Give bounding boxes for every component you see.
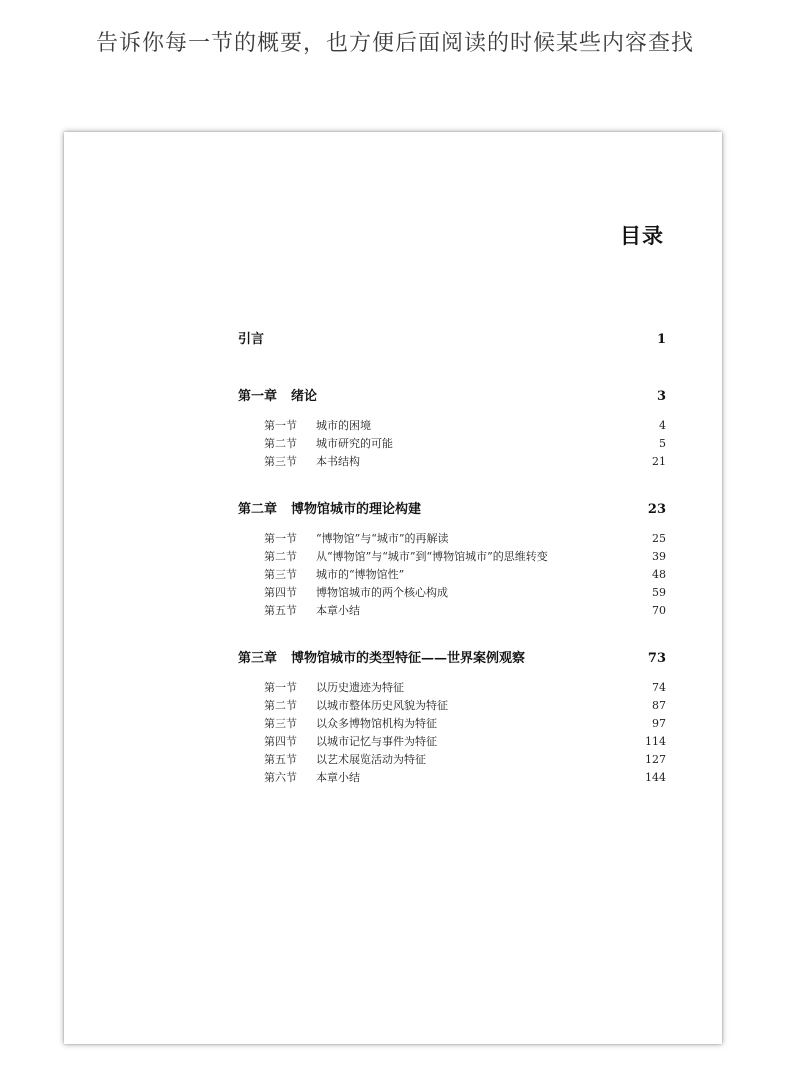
section-page: 5 — [659, 437, 666, 450]
section-title: 以众多博物馆机构为特征 — [316, 717, 437, 730]
section-title: 本章小结 — [316, 771, 360, 784]
section-number: 第一节 — [264, 532, 297, 545]
section-page: 48 — [652, 568, 666, 581]
chapter-2 — [238, 498, 666, 620]
section-page: 97 — [652, 717, 666, 730]
section-number: 第二节 — [264, 550, 297, 563]
chapter-1 — [238, 385, 666, 471]
section-page: 59 — [652, 586, 666, 599]
section-number: 第四节 — [264, 735, 297, 748]
section-page: 87 — [652, 699, 666, 712]
section-number: 第四节 — [264, 586, 297, 599]
section-page: 144 — [645, 771, 666, 784]
section-row — [238, 769, 666, 787]
chapter-number: 第二章 — [238, 502, 278, 517]
section-title: 以历史遗迹为特征 — [316, 681, 404, 694]
section-row — [238, 679, 666, 697]
chapter-number: 第一章 — [238, 389, 278, 404]
section-number: 第三节 — [264, 568, 297, 581]
section-number: 第六节 — [264, 771, 297, 784]
chapter-title: 博物馆城市的类型特征——世界案例观察 — [291, 651, 526, 666]
section-row — [238, 715, 666, 733]
section-title: 城市的困境 — [316, 419, 371, 432]
section-number: 第一节 — [264, 681, 297, 694]
chapter-title: 博物馆城市的理论构建 — [291, 502, 422, 517]
section-number: 第二节 — [264, 437, 297, 450]
chapter-page: 23 — [647, 502, 666, 517]
section-title: 以城市整体历史风貌为特征 — [316, 699, 448, 712]
section-row — [238, 548, 666, 566]
section-number: 第二节 — [264, 699, 297, 712]
section-title: 博物馆城市的两个核心构成 — [316, 586, 448, 599]
chapter-page: 73 — [647, 651, 666, 666]
section-page: 70 — [652, 604, 666, 617]
chapter-3 — [238, 647, 666, 787]
section-number: 第五节 — [264, 753, 297, 766]
section-title: 城市研究的可能 — [316, 437, 393, 450]
page-caption: 告诉你每一节的概要，也方便后面阅读的时候某些内容查找 — [95, 31, 694, 56]
section-page: 127 — [645, 753, 666, 766]
section-page: 21 — [652, 455, 666, 468]
chapter-heading — [238, 498, 666, 518]
intro-page: 1 — [656, 332, 666, 347]
section-row — [238, 697, 666, 715]
book-page — [64, 132, 722, 1044]
section-row — [238, 566, 666, 584]
chapter-page: 3 — [656, 389, 666, 404]
section-page: 39 — [652, 550, 666, 563]
section-title: 以城市记忆与事件为特征 — [316, 735, 437, 748]
section-number: 第五节 — [264, 604, 297, 617]
chapter-title: 绪论 — [291, 389, 318, 404]
intro-label: 引言 — [238, 332, 265, 347]
section-page: 25 — [652, 532, 666, 545]
section-number: 第三节 — [264, 455, 297, 468]
section-row — [238, 733, 666, 751]
section-title: 本章小结 — [316, 604, 360, 617]
chapter-heading — [238, 385, 666, 405]
section-row — [238, 530, 666, 548]
section-title: “博物馆”与“城市”的再解读 — [316, 532, 449, 545]
section-page: 114 — [645, 735, 666, 748]
section-row — [238, 751, 666, 769]
section-number: 第一节 — [264, 419, 297, 432]
section-row — [238, 417, 666, 435]
section-title: 城市的“博物馆性” — [316, 568, 405, 581]
section-page: 4 — [659, 419, 666, 432]
section-row — [238, 584, 666, 602]
section-row — [238, 453, 666, 471]
section-title: 本书结构 — [316, 455, 360, 468]
section-title: 以艺术展览活动为特征 — [316, 753, 426, 766]
chapter-number: 第三章 — [238, 651, 278, 666]
section-title: 从“博物馆”与“城市”到“博物馆城市”的思维转变 — [316, 550, 548, 563]
toc-title: 目录 — [620, 223, 664, 248]
table-of-contents — [238, 328, 666, 787]
section-row — [238, 435, 666, 453]
section-number: 第三节 — [264, 717, 297, 730]
section-page: 74 — [652, 681, 666, 694]
chapter-heading — [238, 647, 666, 667]
section-row — [238, 602, 666, 620]
toc-intro — [238, 328, 666, 348]
